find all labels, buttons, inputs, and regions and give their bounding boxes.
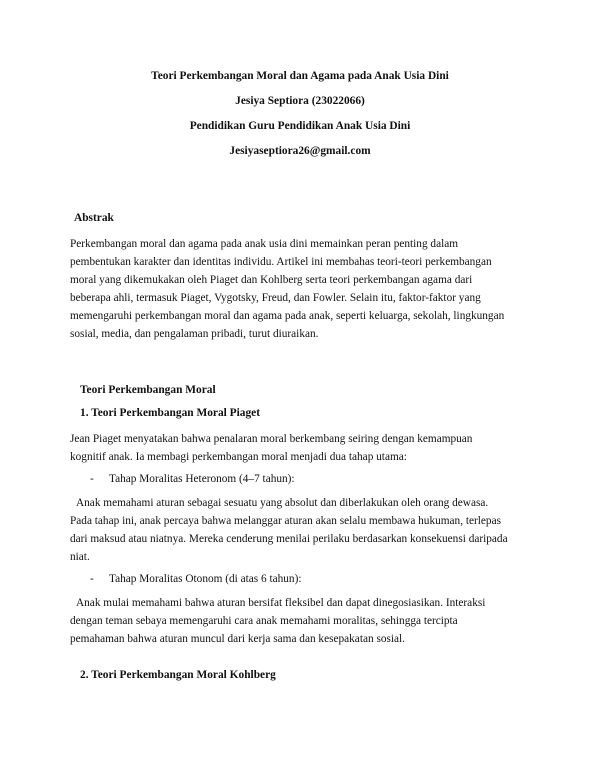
abstract-line: beberapa ahli, termasuk Piaget, Vygotsky, Freud, dan Fowler. Selain itu, faktor-faktor yang [70,292,481,304]
abstract-line: Perkembangan moral dan agama pada anak usia dini memainkan peran penting dalam [70,238,459,250]
subsection-heading-kohlberg: 2. Teori Perkembangan Moral Kohlberg [80,669,276,681]
paragraph-line: Jean Piaget menyatakan bahwa penalaran moral berkembang seiring dengan kemampuan [70,433,473,445]
author-email: Jesiyaseptiora26@gmail.com [229,145,371,157]
abstract-line: pembentukan karakter dan identitas individu. Artikel ini membahas teori-teori perkembangan [70,256,492,268]
paragraph-line: Pada tahap ini, anak percaya bahwa melanggar aturan akan selalu membawa hukuman, terlepas [70,515,501,527]
paragraph-line: dari maksud atau niatnya. Mereka cenderung menilai perilaku berdasarkan konsekuensi daripada [70,533,508,545]
paragraph-line: kognitif anak. Ia membagi perkembangan moral menjadi dua tahap utama: [70,451,407,463]
study-program: Pendidikan Guru Pendidikan Anak Usia Dini [189,120,411,132]
abstract-line: moral yang dikemukakan oleh Piaget dan Kohlberg serta teori perkembangan agama dari [70,274,473,286]
section-heading: Teori Perkembangan Moral [80,384,216,396]
paragraph-line: Anak mulai memahami bahwa aturan bersifat fleksibel dan dapat dinegosiasikan. Interaksi [76,597,486,609]
abstract-line: sosial, media, dan pengalaman pribadi, turut diuraikan. [70,328,319,340]
bullet-dash: - [90,573,94,585]
paragraph-line: dengan teman sebaya memengaruhi cara anak memahami moralitas, sehingga tercipta [70,615,458,627]
document-title: Teori Perkembangan Moral dan Agama pada Anak Usia Dini [151,70,449,82]
paragraph-line: pemahaman bahwa aturan muncul dari kerja sama dan kesepakatan sosial. [70,633,406,645]
bullet-dash: - [90,473,94,485]
paragraph-line: Anak memahami aturan sebagai sesuatu yang absolut dan diberlakukan oleh orang dewasa. [76,497,489,509]
paragraph-line: niat. [70,551,90,563]
subsection-heading-piaget: 1. Teori Perkembangan Moral Piaget [80,407,261,419]
stage-otonom-label: Tahap Moralitas Otonom (di atas 6 tahun): [109,573,302,585]
abstract-heading: Abstrak [74,212,114,224]
author-name: Jesiya Septiora (23022066) [235,95,365,107]
abstract-line: memengaruhi perkembangan moral dan agama pada anak, seperti keluarga, sekolah, lingkungan [70,310,505,322]
stage-heteronom-label: Tahap Moralitas Heteronom (4–7 tahun): [109,473,295,485]
